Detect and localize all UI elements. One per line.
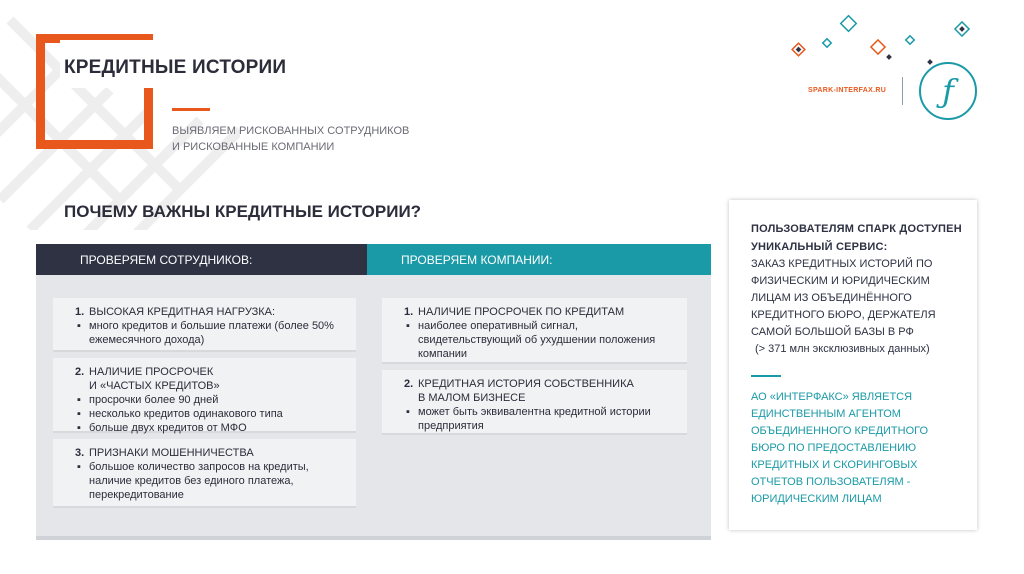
card-title: И «ЧАСТЫХ КРЕДИТОВ» <box>89 380 220 392</box>
card-bullet: наиболее оперативный сигнал, свидетельствующий об ухудшении положения компании <box>418 320 656 360</box>
title-underline <box>172 108 210 111</box>
brand-link[interactable]: SPARK-INTERFAX.RU <box>808 87 887 94</box>
companies-heading: ПРОВЕРЯЕМ КОМПАНИИ: <box>367 244 711 275</box>
employee-check-card: 3. ПРИЗНАКИ МОШЕННИЧЕСТВА ▪ большое количество запросов на кредиты, наличие кредитов без единого платежа, перекредитование <box>53 439 356 508</box>
subtitle-line: ВЫЯВЛЯЕМ РИСКОВАННЫХ СОТРУДНИКОВ <box>172 125 410 137</box>
section-title: ПОЧЕМУ ВАЖНЫ КРЕДИТНЫЕ ИСТОРИИ? <box>64 202 422 221</box>
brand-divider <box>902 77 903 105</box>
company-check-card: 2. КРЕДИТНАЯ ИСТОРИЯ СОБСТВЕННИКА В МАЛОМ БИЗНЕСЕ ▪ может быть эквивалентна кредитной истории предприятия <box>382 370 687 435</box>
card-bullet: может быть эквивалентна кредитной истории предприятия <box>418 406 651 432</box>
card-bullet: несколько кредитов одинакового типа <box>89 408 283 420</box>
card-title: ВЫСОКАЯ КРЕДИТНАЯ НАГРУЗКА: <box>89 306 276 318</box>
sidebar-body: ЗАКАЗ КРЕДИТНЫХ ИСТОРИЙ ПО ФИЗИЧЕСКИМ И ЮРИДИЧЕСКИМ ЛИЦАМ ИЗ ОБЪЕДИНЁННОГО КРЕДИТНОГО БЮРО, ДЕРЖАТЕЛЯ САМОЙ БОЛЬШОЙ БАЗЫ В РФ <box>751 258 936 338</box>
sidebar-heading: ПОЛЬЗОВАТЕЛЯМ СПАРК ДОСТУПЕН УНИКАЛЬНЫЙ СЕРВИС: <box>751 223 962 253</box>
card-title: НАЛИЧИЕ ПРОСРОЧЕК ПО КРЕДИТАМ <box>418 306 625 318</box>
company-check-card: 1. НАЛИЧИЕ ПРОСРОЧЕК ПО КРЕДИТАМ ▪ наиболее оперативный сигнал, свидетельствующий об ухудшении положения компании <box>382 298 687 364</box>
card-bullet: большое количество запросов на кредиты, наличие кредитов без единого платежа, перекредитование <box>89 461 309 501</box>
sidebar-separator <box>751 375 781 377</box>
subtitle-line: И РИСКОВАННЫЕ КОМПАНИИ <box>172 141 335 153</box>
card-title: НАЛИЧИЕ ПРОСРОЧЕК <box>89 366 214 378</box>
logo-glyph: ƒ <box>942 72 954 110</box>
page-title: КРЕДИТНЫЕ ИСТОРИИ <box>64 57 287 78</box>
sidebar-footer: АО «ИНТЕРФАКС» ЯВЛЯЕТСЯ ЕДИНСТВЕННЫМ АГЕНТОМ ОБЪЕДИНЕННОГО КРЕДИТНОГО БЮРО ПО ПРЕДОСТАВЛЕНИЮ КРЕДИТНЫХ И СКОРИНГОВЫХ ОТЧЕТОВ ПОЛЬЗОВАТЕЛЯМ - ЮРИДИЧЕСКИМ ЛИЦАМ <box>751 391 929 505</box>
employees-heading: ПРОВЕРЯЕМ СОТРУДНИКОВ: <box>36 244 367 275</box>
card-bullet: много кредитов и большие платежи (более 50% ежемесячного дохода) <box>89 320 334 346</box>
card-title: В МАЛОМ БИЗНЕСЕ <box>418 392 526 404</box>
brand-logo <box>919 62 977 120</box>
card-title: КРЕДИТНАЯ ИСТОРИЯ СОБСТВЕННИКА <box>418 378 634 390</box>
subtitle <box>172 123 409 155</box>
info-sidebar <box>729 200 977 530</box>
card-bullet: просрочки более 90 дней <box>89 394 219 406</box>
card-title: ПРИЗНАКИ МОШЕННИЧЕСТВА <box>89 447 254 459</box>
employee-check-card: 2. НАЛИЧИЕ ПРОСРОЧЕК И «ЧАСТЫХ КРЕДИТОВ» ▪ просрочки более 90 дней ▪ несколько кредитов одинакового типа ▪ больше двух кредитов от МФО <box>53 358 356 433</box>
card-bullet: больше двух кредитов от МФО <box>89 422 247 434</box>
sidebar-note: (> 371 млн эксклюзивных данных) <box>755 343 930 355</box>
employee-check-card: 1. ВЫСОКАЯ КРЕДИТНАЯ НАГРУЗКА: ▪ много кредитов и большие платежи (более 50% ежемесячного дохода) <box>53 298 356 352</box>
